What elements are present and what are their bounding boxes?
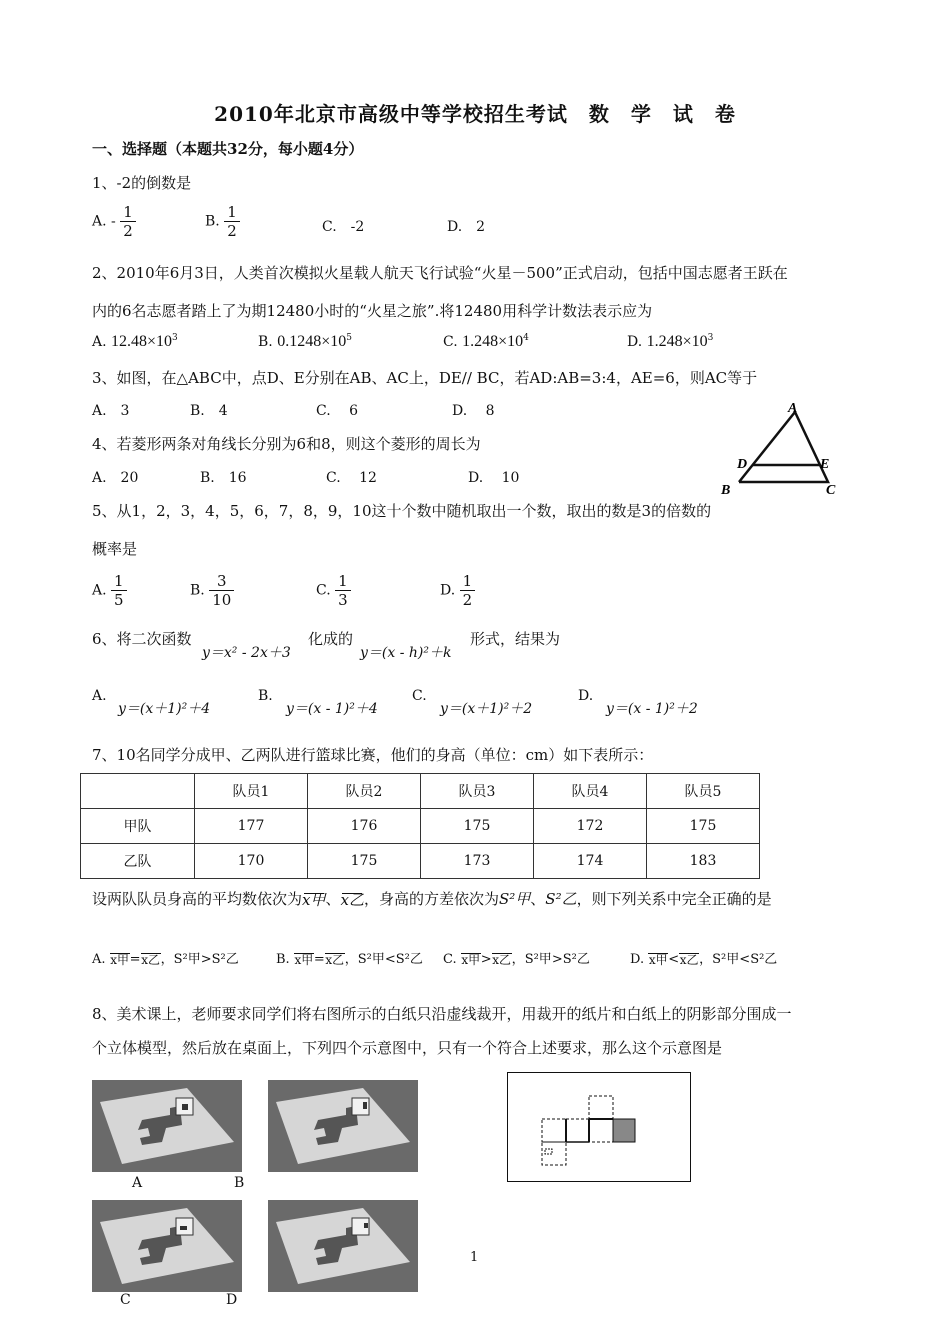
q2-option-c[interactable]: C. $1.248\times 10^4$ bbox=[443, 333, 529, 350]
q6-option-a[interactable]: y＝(x＋1)²＋4 bbox=[118, 701, 211, 717]
vertex-label-a: A bbox=[788, 401, 798, 416]
q5-option-c[interactable]: C. $\frac{1}{3}$ bbox=[316, 572, 351, 609]
vertex-label-e: E bbox=[820, 457, 830, 472]
q3-option-a[interactable]: A. 3 bbox=[92, 403, 130, 419]
q1-option-d[interactable]: D. 2 bbox=[447, 219, 486, 235]
q3-stem: 3、如图，在△ABC中，点D、E分别在AB、AC上，DE// BC，若AD:AB=3:4，AE=6，则AC等于 bbox=[92, 369, 758, 387]
q5-line2: 概率是 bbox=[92, 540, 138, 558]
q8-line2: 个立体模型，然后放在桌面上，下列四个示意图中，只有一个符合上述要求，那么这个示意图是 bbox=[92, 1039, 723, 1057]
q3-option-b[interactable]: B. 4 bbox=[190, 403, 228, 419]
table-row: 甲队 177 176 175 172 175 bbox=[81, 809, 760, 844]
q7-after-text: 设两队队员身高的平均数依次为 x甲、 x乙，身高的方差依次为S²甲、S²乙，则下列关系中完全正确的是 bbox=[92, 890, 772, 909]
q5-line1: 5、从1，2，3，4，5，6，7，8，9，10这十个数中随机取出一个数，取出的数是3的倍数的 bbox=[92, 502, 712, 520]
vertex-label-d: D bbox=[737, 457, 748, 472]
q6-option-c-label[interactable]: C. bbox=[412, 688, 427, 704]
table-header-row: 队员1 队员2 队员3 队员4 队员5 bbox=[81, 774, 760, 809]
q2-option-b[interactable]: B. $0.1248\times 10^5$ bbox=[258, 333, 352, 350]
q1-option-b[interactable]: B. $\frac{1}{2}$ bbox=[205, 203, 240, 240]
option-d-image[interactable] bbox=[268, 1200, 418, 1292]
q8-line1: 8、美术课上，老师要求同学们将右图所示的白纸只沿虚线裁开，用裁开的纸片和白纸上的阴影部分围成一 bbox=[92, 1005, 792, 1023]
q6-mid: 化成的 bbox=[308, 630, 354, 648]
q7-option-a[interactable]: A. x甲= x乙，S²甲>S²乙 bbox=[92, 952, 239, 967]
q4-option-b[interactable]: B. 16 bbox=[200, 470, 247, 486]
q6-option-b[interactable]: y＝(x - 1)²＋4 bbox=[286, 701, 378, 717]
q1-frac-a: $\frac{1}{2}$ bbox=[120, 203, 136, 240]
q6-function-1: y＝x² - 2x＋3 bbox=[202, 645, 291, 661]
option-b-image[interactable] bbox=[268, 1080, 418, 1172]
q6-pre: 6、将二次函数 bbox=[92, 630, 192, 648]
q6-option-d-label[interactable]: D. bbox=[578, 688, 594, 704]
page-number: 1 bbox=[470, 1250, 479, 1265]
q2-option-d[interactable]: D. $1.248\times 10^3$ bbox=[627, 333, 714, 350]
q7-stem: 7、10名同学分成甲、乙两队进行篮球比赛，他们的身高（单位：cm）如下表所示： bbox=[92, 746, 654, 764]
option-a-image[interactable] bbox=[92, 1080, 242, 1172]
q4-option-c[interactable]: C. 12 bbox=[326, 470, 377, 486]
q4-stem: 4、若菱形两条对角线长分别为6和8，则这个菱形的周长为 bbox=[92, 435, 481, 453]
q1-stem: 1、-2的倒数是 bbox=[92, 174, 192, 192]
q5-option-d[interactable]: D. $\frac{1}{2}$ bbox=[440, 572, 475, 609]
q2-line1: 2、2010年6月3日，人类首次模拟火星载人航天飞行试验“火星－500”正式启动，包括中国志愿者王跃在 bbox=[92, 264, 788, 282]
q6-option-d[interactable]: y＝(x - 1)²＋2 bbox=[606, 701, 698, 717]
option-c-image[interactable] bbox=[92, 1200, 242, 1292]
q1-frac-b: $\frac{1}{2}$ bbox=[224, 203, 240, 240]
section-heading: 一、选择题（本题共32分，每小题4分） bbox=[92, 140, 364, 158]
q5-option-b[interactable]: B. $\frac{3}{10}$ bbox=[190, 572, 234, 609]
option-c-label: C bbox=[120, 1292, 131, 1308]
q6-option-a-label[interactable]: A. bbox=[92, 688, 107, 704]
q4-option-a[interactable]: A. 20 bbox=[92, 470, 139, 486]
q3-option-c[interactable]: C. 6 bbox=[316, 403, 359, 419]
q4-option-d[interactable]: D. 10 bbox=[468, 470, 520, 486]
q5-option-a[interactable]: A. $\frac{1}{5}$ bbox=[92, 572, 127, 609]
q6-function-2: y＝(x - h)²＋k bbox=[360, 645, 452, 661]
q6-option-b-label[interactable]: B. bbox=[258, 688, 273, 704]
table-row: 乙队 170 175 173 174 183 bbox=[81, 844, 760, 879]
paper-net-diagram bbox=[507, 1072, 691, 1182]
vertex-label-c: C bbox=[826, 483, 836, 498]
q7-option-b[interactable]: B. x甲= x乙，S²甲<S²乙 bbox=[276, 952, 423, 967]
q3-option-d[interactable]: D. 8 bbox=[452, 403, 495, 419]
q7-option-d[interactable]: D. x甲< x乙，S²甲<S²乙 bbox=[630, 952, 778, 967]
triangle-figure bbox=[715, 398, 845, 500]
page-title: 2010年北京市高级中等学校招生考试 数 学 试 卷 bbox=[214, 102, 736, 126]
q1-option-a[interactable]: A. - $\frac{1}{2}$ bbox=[92, 203, 136, 240]
option-d-label: D bbox=[226, 1292, 238, 1308]
option-b-label: B bbox=[234, 1175, 245, 1191]
q2-line2: 内的6名志愿者踏上了为期12480小时的“火星之旅”.将12480用科学计数法表示应为 bbox=[92, 302, 653, 320]
vertex-label-b: B bbox=[721, 483, 731, 498]
q1-option-c[interactable]: C. -2 bbox=[322, 219, 365, 235]
q7-option-c[interactable]: C. x甲> x乙，S²甲>S²乙 bbox=[443, 952, 590, 967]
q2-option-a[interactable]: A. $12.48\times 10^3$ bbox=[92, 333, 178, 350]
option-a-label: A bbox=[132, 1175, 143, 1191]
q6-post: 形式，结果为 bbox=[470, 630, 561, 648]
height-table bbox=[80, 773, 760, 879]
q6-option-c[interactable]: y＝(x＋1)²＋2 bbox=[440, 701, 533, 717]
